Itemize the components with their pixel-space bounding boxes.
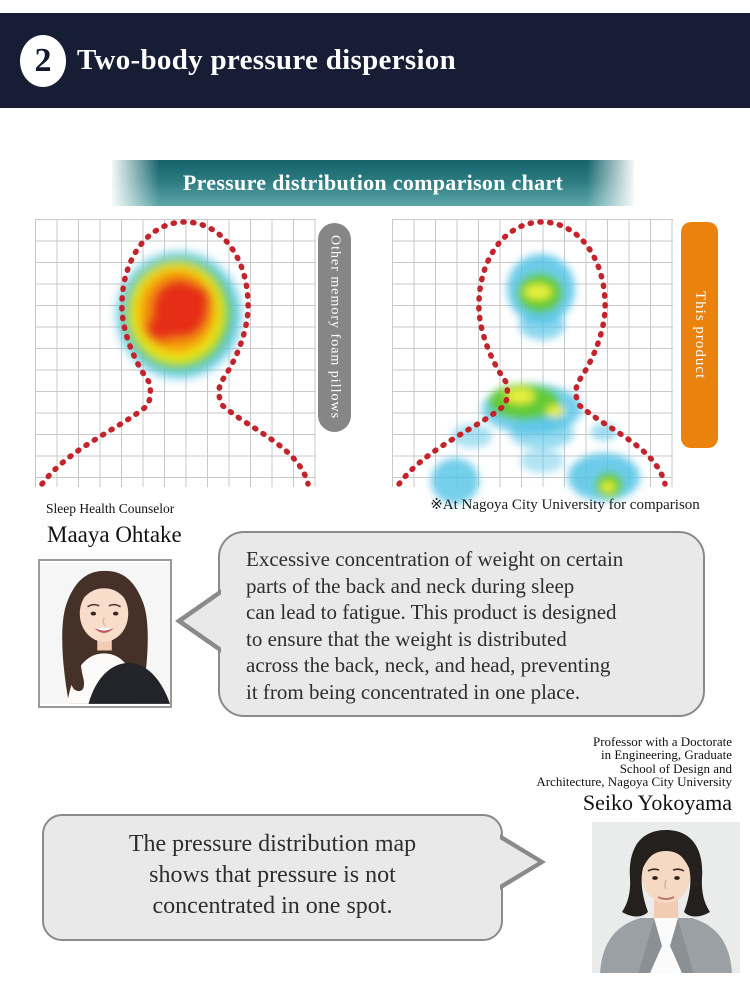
section-header: [0, 13, 750, 108]
label-other-pillows-text: Other memory foam pillows: [327, 235, 343, 420]
professor-name: Seiko Yokoyama: [582, 790, 732, 815]
professor-quote-bubble: [42, 814, 503, 941]
heat-blobs-dispersed: [431, 254, 640, 504]
quote-line: it from being concentrated in one place.: [246, 679, 581, 704]
quote-line: The pressure distribution map: [128, 831, 417, 857]
counselor-quote-bubble: [218, 531, 705, 717]
counselor-name: Maaya Ohtake: [47, 522, 182, 547]
section-number: 2: [34, 41, 52, 79]
quote-line: Excessive concentration of weight on certain: [246, 547, 624, 571]
quote-line: to ensure that the weight is distributed: [246, 626, 567, 651]
quote-line: shows that pressure is not: [149, 862, 396, 888]
professor-role-line: Professor with a Doctorate: [593, 734, 732, 749]
bubble-tail-left-fill: [183, 593, 223, 649]
quote-line: concentrated in one spot.: [152, 893, 393, 919]
professor-role-line: Architecture, Nagoya City University: [536, 774, 732, 790]
bubble-tail-right-fill: [498, 838, 538, 886]
section-number-badge: [20, 35, 66, 87]
heat-blob-head: [117, 252, 241, 378]
professor-portrait-illustration: [592, 822, 740, 973]
professor-quote-text: [44, 816, 501, 922]
page-title: Two-body pressure dispersion: [77, 44, 457, 76]
professor-photo: [592, 822, 740, 973]
pressure-map-this-product: [392, 219, 673, 487]
label-this-product-text: This product: [692, 290, 708, 380]
counselor-quote-text: [220, 533, 703, 705]
comparison-note: ※At Nagoya City University for comparison: [430, 497, 700, 513]
label-this-product: [681, 222, 718, 448]
banner-title: Pressure distribution comparison chart: [182, 170, 564, 195]
comparison-banner: [112, 160, 634, 206]
professor-role-line: in Engineering, Graduate: [600, 747, 732, 763]
counselor-role: Sleep Health Counselor: [46, 501, 175, 516]
pressure-map-other-pillows: [35, 219, 316, 487]
heatmap-dispersed: [392, 219, 673, 487]
counselor-portrait-illustration: [40, 561, 170, 706]
counselor-photo: [38, 559, 172, 708]
label-other-pillows: [318, 223, 351, 432]
professor-role-line: School of Design and: [619, 760, 732, 776]
quote-line: across the back, neck, and head, preventing: [246, 653, 611, 677]
quote-line: parts of the back and neck during sleep: [246, 573, 575, 598]
quote-line: can lead to fatigue. This product is designed: [246, 600, 617, 624]
professor-role: [536, 735, 732, 789]
heatmap-concentrated: [35, 219, 316, 487]
